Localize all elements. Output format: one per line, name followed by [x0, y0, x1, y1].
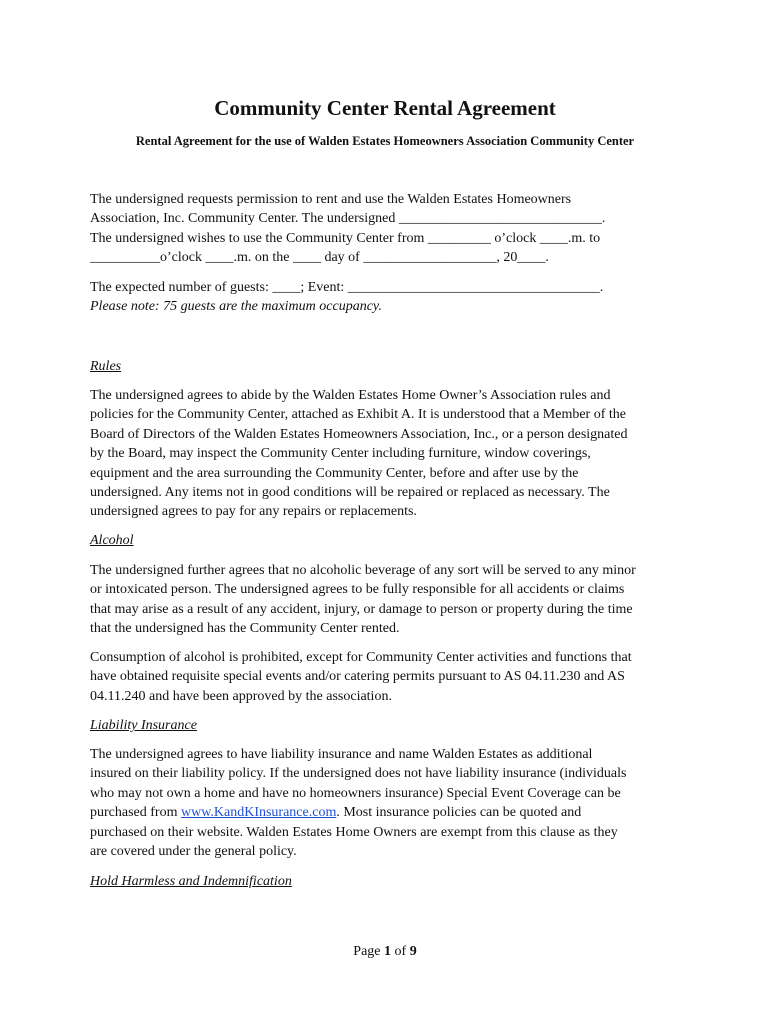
alcohol-paragraph-2: [90, 648, 690, 706]
intro-paragraph: [90, 190, 690, 268]
alcohol-line: have obtained requisite special events and/or catering permits pursuant to AS 04.11.230 and AS: [90, 669, 625, 685]
alcohol-line: that may arise as a result of any accident, injury, or damage to person or property during the time: [90, 601, 633, 617]
rules-line: undersigned agrees to pay for any repairs or replacements.: [90, 504, 417, 520]
liability-line: The undersigned agrees to have liability insurance and name Walden Estates as additional: [90, 747, 593, 762]
liability-line: purchased on their website. Walden Estates Home Owners are exempt from this clause as they: [90, 824, 618, 840]
liability-line: who may not own a home and have no homeowners insurance) Special Event Coverage can be: [90, 785, 621, 801]
alcohol-line: 04.11.240 and have been approved by the association.: [90, 688, 392, 704]
intro-line: The undersigned requests permission to rent and use the Walden Estates Homeowners: [90, 192, 572, 207]
liability-line-with-link: [90, 803, 690, 822]
hold-harmless-heading: Hold Harmless and Indemnification: [90, 874, 292, 889]
guests-line: The expected number of guests: ____; Event: ____________________________________.: [90, 280, 604, 295]
intro-line: The undersigned wishes to use the Community Center from _________ o’clock ____.m. to: [90, 230, 601, 246]
guests-note: Please note: 75 guests are the maximum occupancy.: [90, 299, 382, 315]
rules-line: equipment and the area surrounding the Community Center, before and after use by the: [90, 465, 579, 481]
alcohol-line: or intoxicated person. The undersigned agrees to be fully responsible for all accidents or claims: [90, 582, 625, 598]
rules-paragraph: [90, 386, 690, 522]
of-word: of: [394, 944, 407, 959]
alcohol-line: that the undersigned has the Community Center rented.: [90, 621, 400, 637]
liability-heading: Liability Insurance: [90, 718, 197, 733]
alcohol-paragraph-1: [90, 561, 690, 639]
liability-line-prefix: purchased from: [90, 805, 181, 821]
alcohol-line: The undersigned further agrees that no alcoholic beverage of any sort will be served to any minor: [90, 563, 636, 578]
current-page-number: 1: [384, 944, 392, 959]
liability-line-suffix: . Most insurance policies can be quoted and: [336, 805, 582, 821]
rules-line: Board of Directors of the Walden Estates Homeowners Association, Inc., or a person designated: [90, 426, 628, 442]
alcohol-line: Consumption of alcohol is prohibited, except for Community Center activities and functions that: [90, 650, 632, 665]
page-footer: [0, 942, 770, 961]
liability-line: are covered under the general policy.: [90, 844, 297, 860]
rules-heading: Rules: [90, 359, 122, 374]
page-word: Page: [353, 944, 381, 959]
rules-line: The undersigned agrees to abide by the Walden Estates Home Owner’s Association rules and: [90, 388, 611, 403]
guests-paragraph: [90, 278, 690, 317]
total-pages-number: 9: [409, 944, 417, 959]
liability-paragraph: [90, 745, 690, 861]
document-subtitle: Rental Agreement for the use of Walden Estates Homeowners Association Community Center: [135, 134, 635, 148]
document-title: Community Center Rental Agreement: [214, 96, 556, 120]
insurance-website-link[interactable]: www.KandKInsurance.com: [180, 805, 337, 821]
alcohol-heading: Alcohol: [90, 533, 134, 548]
intro-line: Association, Inc. Community Center. The undersigned _____________________________.: [90, 211, 606, 227]
liability-line: insured on their liability policy. If the undersigned does not have liability insurance (individuals: [90, 766, 627, 782]
rules-line: undersigned. Any items not in good conditions will be repaired or replaced as necessary. The: [90, 485, 610, 501]
intro-line: __________o’clock ____.m. on the ____ day of ___________________, 20____.: [90, 250, 549, 266]
rules-line: by the Board, may inspect the Community Center including furniture, window coverings,: [90, 446, 591, 462]
rules-line: policies for the Community Center, attached as Exhibit A. It is understood that a Member of the: [90, 407, 626, 423]
